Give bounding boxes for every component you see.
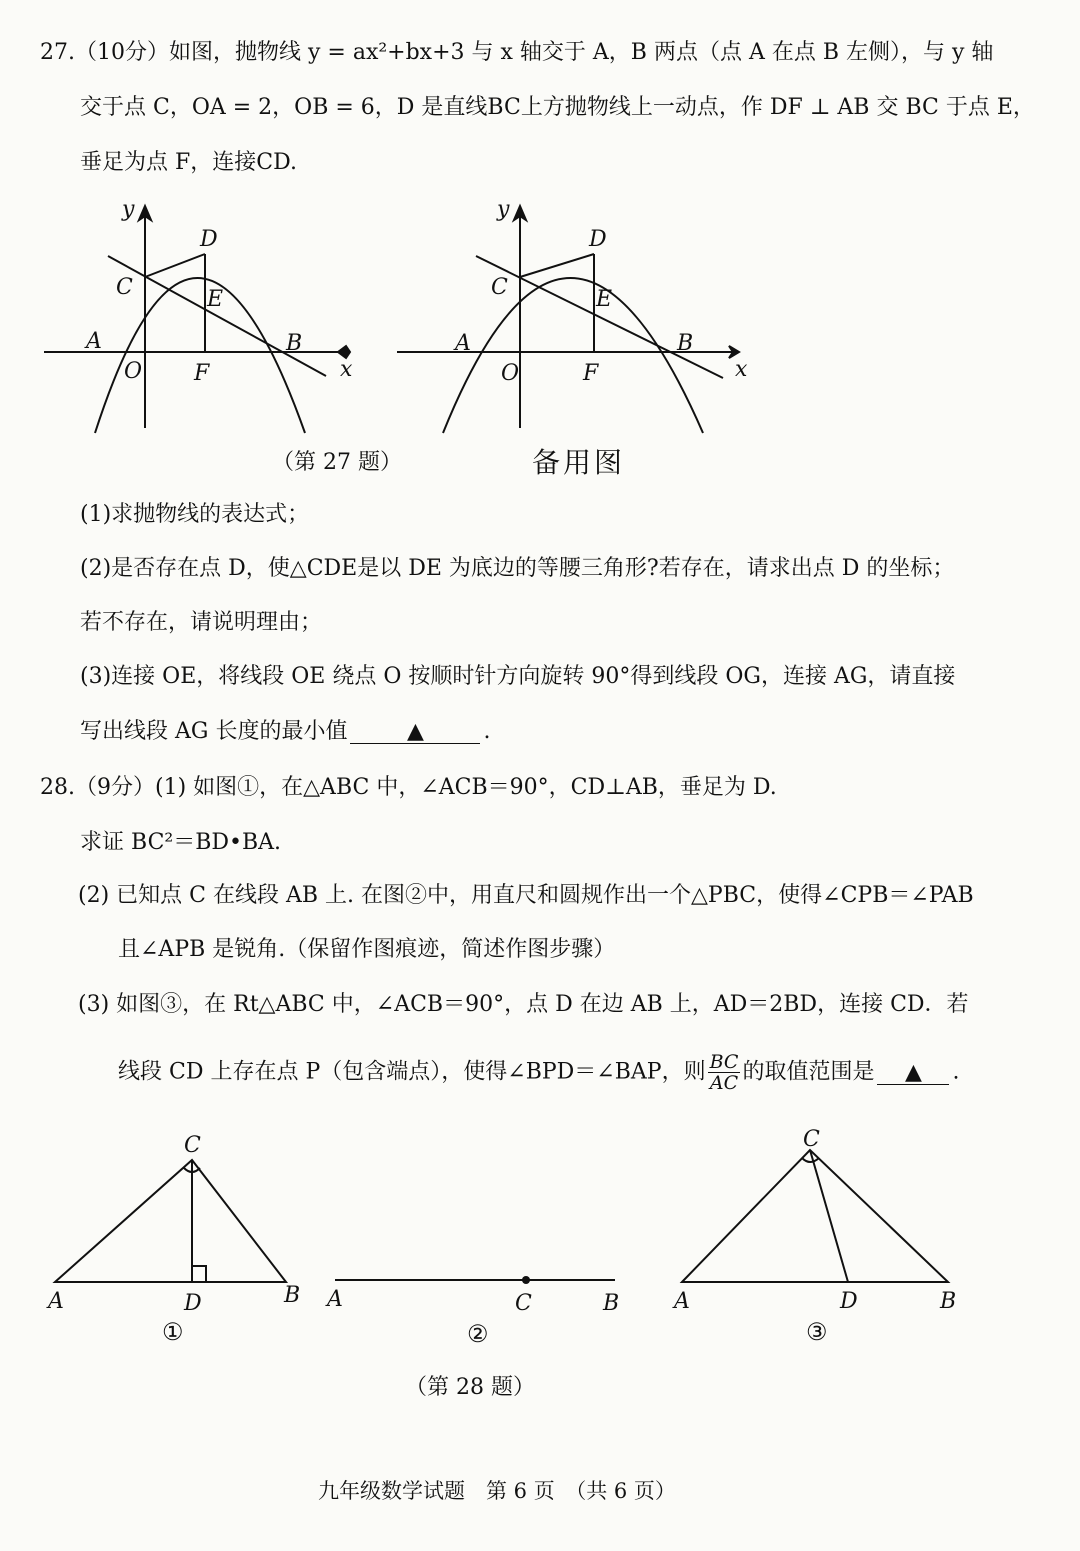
figure-number-3: ③ [806,1318,828,1346]
label-a: A [455,331,471,356]
label-a: A [674,1289,690,1314]
label-c: C [491,275,508,300]
label-d: D [589,227,607,252]
q27-figure-graph [40,198,380,438]
q27-part-3b-row [80,717,490,747]
q27-part-2b: 若不存在，请说明理由； [80,610,323,635]
label-e: E [207,287,224,312]
fraction-bc-over-ac [708,1052,741,1093]
segment-cd [810,1150,848,1282]
q27-line-3: 垂足为点 F，连接CD. [80,150,297,175]
q27-line-2: 交于点 C，OA = 2，OB = 6，D 是直线BC上方抛物线上一动点，作 DF ⊥ AB 交 BC 于点 E， [80,95,1035,120]
label-d: D [184,1291,202,1316]
label-a: A [327,1287,343,1312]
q27-line-1: 27.（10分）如图，抛物线 y = ax²+bx+3 与 x 轴交于 A，B 两点（点 A 在点 B 左侧），与 y 轴 [40,40,994,65]
page-footer: 九年级数学试题 第 6 页 （共 6 页） [318,1479,676,1503]
right-angle-mark-c [802,1158,819,1162]
q28-period: . [952,1059,960,1085]
q27-spare-caption: 备用图 [532,446,626,479]
q28-figure-1 [40,1130,320,1350]
q28-figure-3 [670,1127,970,1350]
label-b: B [677,331,694,356]
label-d: D [840,1289,858,1314]
q27-figure-caption: （第 27 题） [272,450,402,475]
point-c [522,1276,530,1284]
triangle-abc [55,1160,286,1282]
label-o: O [501,361,520,386]
q27-answer-blank [350,721,480,744]
q27-spare-graph [393,198,753,438]
q28-part-3b-row [118,1052,959,1093]
q28-part-3b-post: 的取值范围是 [742,1059,875,1085]
right-angle-mark-d [192,1266,206,1282]
q28-figure-caption: （第 28 题） [405,1375,535,1400]
q28-figure-2 [325,1130,625,1350]
label-x: x [735,357,748,382]
label-y: y [122,197,135,222]
label-b: B [286,331,303,356]
figure-number-2: ② [467,1320,489,1348]
q28-blank-mark: ▲ [905,1059,922,1085]
q28-part-3a: (3) 如图③，在 Rt△ABC 中，∠ACB＝90°，点 D 在边 AB 上，AD＝2BD，连接 CD．若 [78,992,969,1017]
label-x: x [340,357,353,382]
q28-part-2a: (2) 已知点 C 在线段 AB 上. 在图②中，用直尺和圆规作出一个△PBC，使得∠CPB＝∠PAB [78,883,974,908]
label-d: D [200,227,218,252]
label-y: y [497,197,510,222]
q28-part-3b-pre: 线段 CD 上存在点 P（包含端点），使得∠BPD＝∠BAP，则 [118,1059,706,1085]
label-b: B [603,1291,620,1316]
label-b: B [284,1283,301,1308]
label-f: F [194,361,210,386]
label-a: A [86,329,102,354]
q27-part-1: (1)求抛物线的表达式； [80,502,310,527]
parabola [443,278,703,433]
q27-part-3b: 写出线段 AG 长度的最小值 [80,719,348,744]
label-f: F [583,361,599,386]
q28-line-2: 求证 BC²＝BD•BA. [80,830,282,855]
label-c: C [184,1133,201,1158]
q28-part-2b: 且∠APB 是锐角.（保留作图痕迹，简述作图步骤） [118,937,616,962]
q27-part-3a: (3)连接 OE，将线段 OE 绕点 O 按顺时针方向旋转 90°得到线段 OG，连接 AG，请直接 [80,664,956,689]
label-b: B [940,1289,957,1314]
q27-part-2a: (2)是否存在点 D，使△CDE是以 DE 为底边的等腰三角形?若存在，请求出点 D 的坐标； [80,556,955,581]
q27-period: . [483,719,491,744]
segment-cd [145,254,205,277]
label-c: C [116,275,133,300]
label-o: O [124,359,143,384]
label-c: C [515,1291,532,1316]
fraction-denominator: AC [709,1072,739,1094]
label-e: E [596,287,613,312]
segment-cd [520,254,594,277]
line-bc [108,256,326,376]
line-bc [476,256,723,378]
parabola [95,278,305,433]
q28-line-1: 28.（9分）(1) 如图①，在△ABC 中，∠ACB＝90°，CD⊥AB，垂足为 D. [40,775,777,800]
label-a: A [48,1289,64,1314]
figure-number-1: ① [162,1318,184,1346]
q28-answer-blank [877,1059,949,1085]
label-c: C [803,1127,820,1152]
q27-blank-mark: ▲ [406,719,424,744]
fraction-numerator: BC [709,1051,739,1073]
